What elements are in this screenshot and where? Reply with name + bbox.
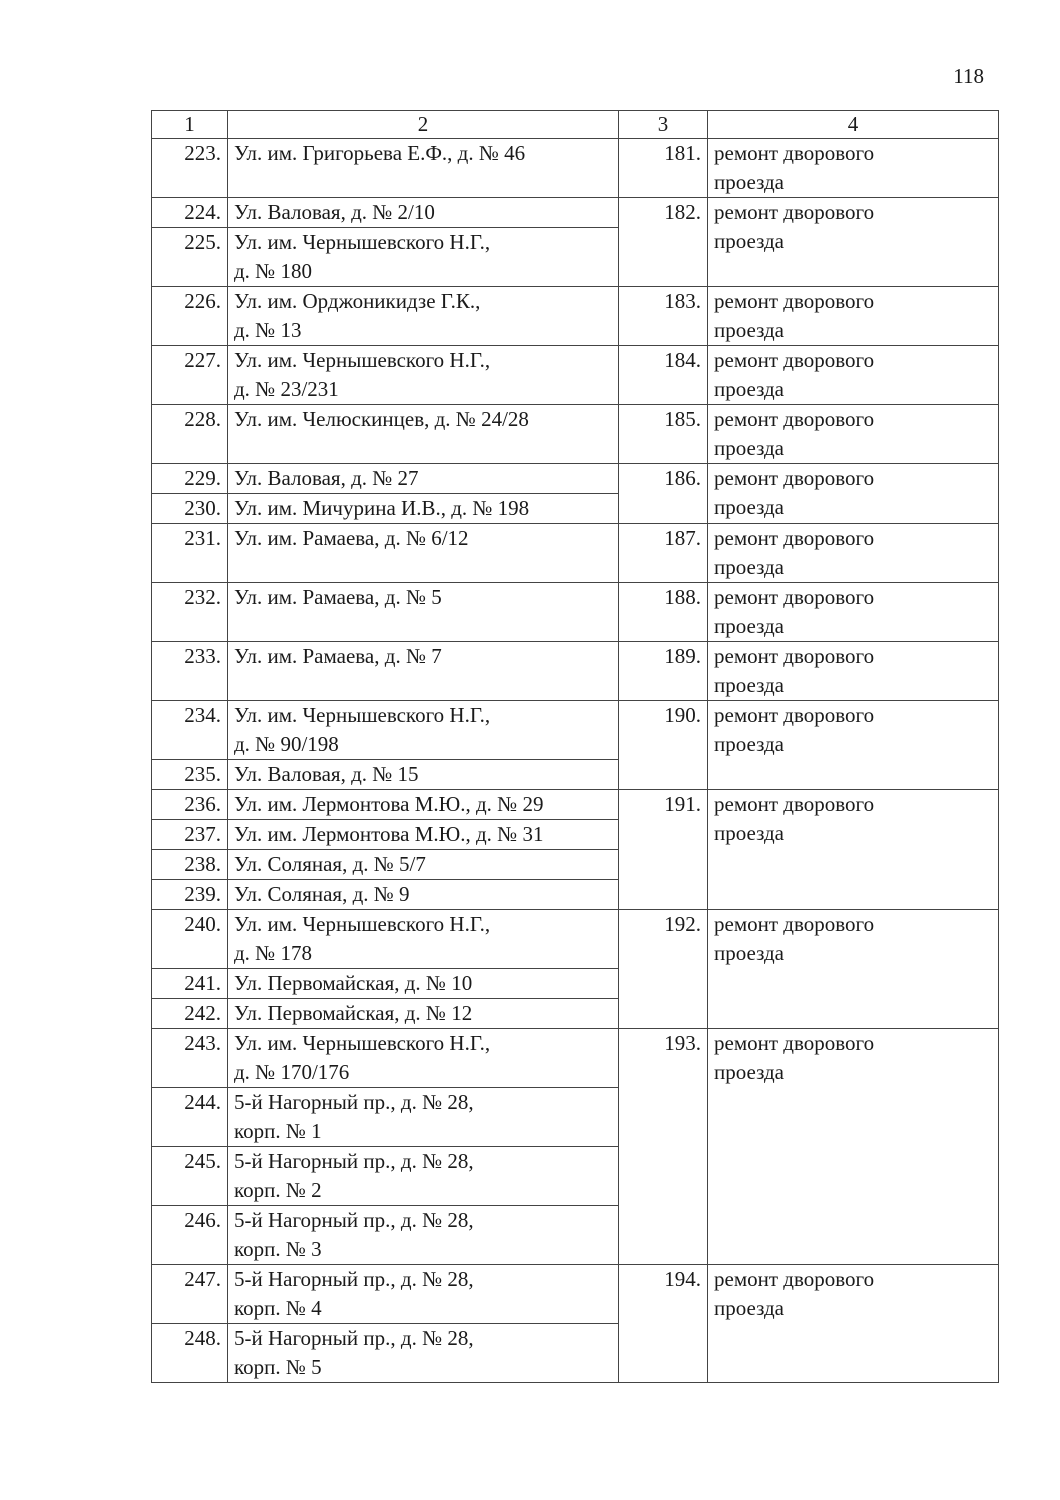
group-number: 186. (619, 464, 708, 524)
table-body (152, 111, 999, 1383)
table-row (152, 464, 999, 494)
address-line: д. № 13 (234, 318, 302, 342)
address-line: Ул. им. Орджоникидзе Г.К., (234, 289, 481, 313)
table-row (152, 524, 999, 583)
work-type-line: проезда (714, 732, 784, 756)
page-number: 118 (953, 64, 984, 88)
address-line: Ул. Соляная, д. № 9 (234, 882, 410, 906)
work-type-cell (708, 287, 999, 346)
address-line: Ул. им. Челюскинцев, д. № 24/28 (234, 407, 529, 431)
header-cell-1: 1 (152, 111, 228, 139)
group-number: 191. (619, 790, 708, 910)
work-type-line: проезда (714, 318, 784, 342)
group-number: 183. (619, 287, 708, 346)
row-number: 234. (152, 701, 228, 760)
table-row (152, 642, 999, 701)
work-type-line: ремонт дворового (714, 1031, 875, 1055)
address-cell (228, 642, 619, 701)
work-type-cell (708, 790, 999, 910)
work-type-cell (708, 642, 999, 701)
work-type-line: ремонт дворового (714, 200, 875, 224)
group-number: 190. (619, 701, 708, 790)
group-number: 189. (619, 642, 708, 701)
group-number: 182. (619, 198, 708, 287)
work-type-line: ремонт дворового (714, 644, 875, 668)
address-line: Ул. им. Чернышевского Н.Г., (234, 1031, 491, 1055)
row-number: 226. (152, 287, 228, 346)
table-row (152, 583, 999, 642)
address-line: корп. № 2 (234, 1178, 322, 1202)
group-number: 185. (619, 405, 708, 464)
address-line: Ул. им. Чернышевского Н.Г., (234, 230, 491, 254)
address-cell (228, 1147, 619, 1206)
row-number: 229. (152, 464, 228, 494)
address-cell (228, 228, 619, 287)
address-line: Ул. Соляная, д. № 5/7 (234, 852, 426, 876)
work-type-line: ремонт дворового (714, 466, 875, 490)
work-type-line: проезда (714, 436, 784, 460)
header-cell-3: 3 (619, 111, 708, 139)
work-type-cell (708, 405, 999, 464)
group-number: 192. (619, 910, 708, 1029)
address-line: 5-й Нагорный пр., д. № 28, (234, 1326, 474, 1350)
work-type-line: проезда (714, 614, 784, 638)
address-cell (228, 139, 619, 198)
group-number: 193. (619, 1029, 708, 1265)
work-type-cell (708, 198, 999, 287)
address-cell (228, 287, 619, 346)
work-type-line: ремонт дворового (714, 407, 875, 431)
table-row (152, 790, 999, 820)
work-type-cell (708, 524, 999, 583)
address-line: 5-й Нагорный пр., д. № 28, (234, 1090, 474, 1114)
work-type-line: ремонт дворового (714, 585, 875, 609)
work-type-line: ремонт дворового (714, 141, 875, 165)
work-type-cell (708, 583, 999, 642)
work-type-line: ремонт дворового (714, 289, 875, 313)
address-line: Ул. им. Мичурина И.В., д. № 198 (234, 496, 530, 520)
address-line: Ул. им. Лермонтова М.Ю., д. № 31 (234, 822, 544, 846)
address-line: корп. № 3 (234, 1237, 322, 1261)
group-number: 187. (619, 524, 708, 583)
row-number: 241. (152, 969, 228, 999)
row-number: 237. (152, 820, 228, 850)
row-number: 248. (152, 1324, 228, 1383)
address-cell (228, 346, 619, 405)
table-row (152, 701, 999, 760)
work-type-line: проезда (714, 821, 784, 845)
group-number: 181. (619, 139, 708, 198)
address-line: 5-й Нагорный пр., д. № 28, (234, 1149, 474, 1173)
work-type-cell (708, 1029, 999, 1265)
address-line: Ул. им. Чернышевского Н.Г., (234, 703, 491, 727)
work-type-line: проезда (714, 495, 784, 519)
row-number: 238. (152, 850, 228, 880)
work-type-cell (708, 701, 999, 790)
address-cell (228, 790, 619, 820)
row-number: 227. (152, 346, 228, 405)
address-line: Ул. им. Рамаева, д. № 6/12 (234, 526, 469, 550)
work-type-cell (708, 910, 999, 1029)
address-cell (228, 999, 619, 1029)
address-line: 5-й Нагорный пр., д. № 28, (234, 1208, 474, 1232)
address-cell (228, 820, 619, 850)
work-type-cell (708, 346, 999, 405)
address-line: Ул. им. Рамаева, д. № 7 (234, 644, 442, 668)
header-cell-4: 4 (708, 111, 999, 139)
row-number: 245. (152, 1147, 228, 1206)
row-number: 223. (152, 139, 228, 198)
address-line: Ул. им. Григорьева Е.Ф., д. № 46 (234, 141, 526, 165)
address-cell (228, 910, 619, 969)
work-type-line: проезда (714, 1060, 784, 1084)
address-line: д. № 23/231 (234, 377, 339, 401)
work-type-line: проезда (714, 377, 784, 401)
address-cell (228, 760, 619, 790)
work-type-line: проезда (714, 941, 784, 965)
work-type-line: ремонт дворового (714, 703, 875, 727)
address-line: Ул. им. Рамаева, д. № 5 (234, 585, 442, 609)
work-type-cell (708, 139, 999, 198)
row-number: 230. (152, 494, 228, 524)
address-line: Ул. Валовая, д. № 15 (234, 762, 419, 786)
row-number: 232. (152, 583, 228, 642)
row-number: 240. (152, 910, 228, 969)
address-line: д. № 170/176 (234, 1060, 350, 1084)
address-line: корп. № 4 (234, 1296, 322, 1320)
work-type-line: проезда (714, 555, 784, 579)
work-type-line: ремонт дворового (714, 1267, 875, 1291)
row-number: 231. (152, 524, 228, 583)
address-cell (228, 198, 619, 228)
address-table (151, 110, 999, 1383)
group-number: 188. (619, 583, 708, 642)
work-type-cell (708, 1265, 999, 1383)
row-number: 224. (152, 198, 228, 228)
address-line: д. № 178 (234, 941, 312, 965)
work-type-line: ремонт дворового (714, 912, 875, 936)
group-number: 184. (619, 346, 708, 405)
row-number: 242. (152, 999, 228, 1029)
row-number: 235. (152, 760, 228, 790)
address-line: Ул. Валовая, д. № 27 (234, 466, 419, 490)
table-row (152, 910, 999, 969)
header-row (152, 111, 999, 139)
group-number: 194. (619, 1265, 708, 1383)
address-cell (228, 494, 619, 524)
row-number: 243. (152, 1029, 228, 1088)
address-cell (228, 1029, 619, 1088)
address-line: 5-й Нагорный пр., д. № 28, (234, 1267, 474, 1291)
table-row (152, 139, 999, 198)
table-row (152, 346, 999, 405)
address-cell (228, 880, 619, 910)
row-number: 236. (152, 790, 228, 820)
row-number: 247. (152, 1265, 228, 1324)
address-cell (228, 1206, 619, 1265)
table-row (152, 405, 999, 464)
work-type-line: проезда (714, 229, 784, 253)
work-type-line: проезда (714, 170, 784, 194)
work-type-line: ремонт дворового (714, 792, 875, 816)
address-line: д. № 90/198 (234, 732, 339, 756)
work-type-line: ремонт дворового (714, 348, 875, 372)
table-row (152, 1029, 999, 1088)
row-number: 233. (152, 642, 228, 701)
table-row (152, 287, 999, 346)
address-line: корп. № 1 (234, 1119, 322, 1143)
address-cell (228, 850, 619, 880)
address-line: Ул. Первомайская, д. № 12 (234, 1001, 473, 1025)
address-line: Ул. им. Чернышевского Н.Г., (234, 912, 491, 936)
address-line: Ул. Валовая, д. № 2/10 (234, 200, 435, 224)
address-cell (228, 524, 619, 583)
row-number: 225. (152, 228, 228, 287)
address-line: д. № 180 (234, 259, 312, 283)
work-type-line: ремонт дворового (714, 526, 875, 550)
address-cell (228, 701, 619, 760)
address-line: корп. № 5 (234, 1355, 322, 1379)
row-number: 239. (152, 880, 228, 910)
table-row (152, 1265, 999, 1324)
work-type-cell (708, 464, 999, 524)
work-type-line: проезда (714, 1296, 784, 1320)
work-type-line: проезда (714, 673, 784, 697)
address-line: Ул. Первомайская, д. № 10 (234, 971, 473, 995)
address-cell (228, 969, 619, 999)
address-cell (228, 405, 619, 464)
header-cell-2: 2 (228, 111, 619, 139)
row-number: 246. (152, 1206, 228, 1265)
address-cell (228, 1088, 619, 1147)
address-cell (228, 464, 619, 494)
table-row (152, 198, 999, 228)
address-line: Ул. им. Лермонтова М.Ю., д. № 29 (234, 792, 544, 816)
row-number: 244. (152, 1088, 228, 1147)
address-line: Ул. им. Чернышевского Н.Г., (234, 348, 491, 372)
row-number: 228. (152, 405, 228, 464)
address-cell (228, 583, 619, 642)
address-cell (228, 1324, 619, 1383)
address-cell (228, 1265, 619, 1324)
